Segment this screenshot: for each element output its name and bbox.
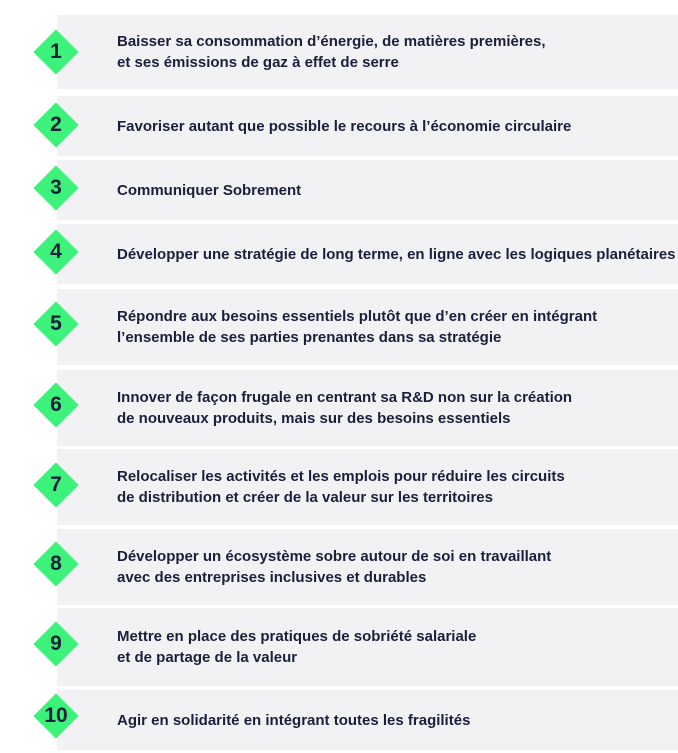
number-badge [34,383,78,427]
number-badge [34,166,78,210]
item-number: 8 [50,552,62,575]
list-item [57,15,678,89]
number-badge [34,622,78,666]
list-item [57,289,678,365]
number-badge [34,302,78,346]
item-text [117,466,571,508]
item-text-line: Développer un écosystème sobre autour de soi en travaillant [117,548,552,565]
item-number: 10 [44,704,68,727]
item-text-line: Relocaliser les activités et les emplois pour réduire les circuits [117,468,565,485]
list-item [57,608,678,686]
item-text [117,180,307,201]
item-text-line: avec des entreprises inclusives et durables [117,569,427,586]
list-item [57,160,678,220]
number-badge [34,542,78,586]
item-text [117,626,482,668]
item-text-line: Mettre en place des pratiques de sobriété salariale [117,628,477,645]
item-text-line: Communiquer Sobrement [117,181,302,199]
item-text [117,306,603,348]
number-badge [34,694,78,738]
number-badge [34,103,78,147]
item-number: 2 [50,113,62,136]
item-number: 6 [50,393,62,416]
list-item [57,529,678,605]
item-number: 9 [50,632,62,655]
list-item [57,690,678,750]
list-item [57,449,678,525]
item-text [117,710,476,731]
item-number: 1 [50,40,62,63]
item-text [117,546,557,588]
list-item [57,224,678,284]
item-text-line: l’ensemble de ses parties prenantes dans sa stratégie [117,329,502,346]
item-text [117,387,578,429]
number-badge [34,30,78,74]
list-item [57,370,678,446]
number-badge [34,230,78,274]
item-text-line: de nouveaux produits, mais sur des besoins essentiels [117,410,511,427]
list-item [57,96,678,156]
item-text [117,31,552,73]
item-number: 3 [50,176,62,199]
item-text-line: Baisser sa consommation d’énergie, de matières premières, [117,33,546,50]
item-text-line: Développer une stratégie de long terme, en ligne avec les logiques planétaires [117,245,676,263]
item-text-line: Répondre aux besoins essentiels plutôt que d’en créer en intégrant [117,308,598,325]
item-text-line: Agir en solidarité en intégrant toutes les fragilités [117,711,471,729]
item-text-line: Favoriser autant que possible le recours à l’économie circulaire [117,117,572,135]
item-text-line: et ses émissions de gaz à effet de serre [117,54,399,71]
item-text-line: Innover de façon frugale en centrant sa R&D non sur la création [117,389,573,406]
item-number: 5 [50,312,62,335]
item-text [117,244,678,265]
item-number: 4 [50,240,62,263]
item-number: 7 [50,473,62,496]
item-text-line: et de partage de la valeur [117,649,298,666]
item-text [117,116,577,137]
item-text-line: de distribution et créer de la valeur sur les territoires [117,489,493,506]
number-badge [34,463,78,507]
